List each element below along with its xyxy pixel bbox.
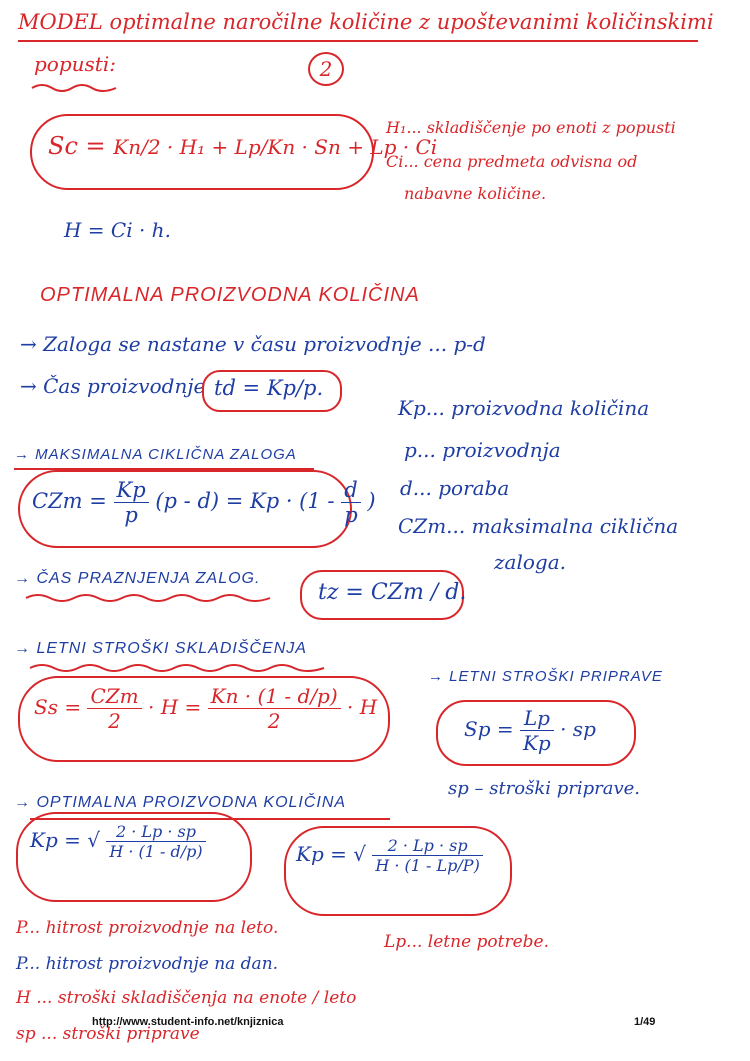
bullet-stock: → Zaloga se nastane v času proizvodnje ... p-d	[20, 332, 486, 356]
formula-czm-frac-den: p	[124, 503, 138, 527]
legend-Lp: Lp... letne potrebe.	[384, 932, 550, 952]
formula-ss-frac1	[87, 684, 141, 733]
def-czm-1: CZm... maksimalna ciklična	[398, 514, 679, 538]
formula-kp1-frac	[106, 822, 205, 861]
formula-h: H = Ci · h.	[64, 218, 171, 242]
formula-tz: tz = CZm / d.	[318, 580, 467, 605]
formula-ss-frac1-num: CZm	[87, 684, 141, 709]
legend-P-year: P... hitrost proizvodnje na leto.	[16, 918, 279, 938]
legend-H: H ... stroški skladiščenja na enote / leto	[16, 988, 357, 1008]
section-prep-costs: → LETNI STROŠKI PRIPRAVE	[428, 668, 663, 685]
formula-kp1	[30, 822, 206, 861]
footer-url[interactable]: http://www.student-info.net/knjiznica	[92, 1016, 284, 1028]
footer-page: 1/49	[634, 1016, 656, 1028]
formula-kp1-num: 2 · Lp · sp	[106, 822, 205, 842]
formula-sp-frac	[520, 706, 554, 755]
section-optimal-2: → OPTIMALNA PROIZVODNA KOLIČINA	[14, 794, 347, 811]
formula-ss-end: · H	[347, 695, 378, 719]
title-underline	[18, 40, 698, 42]
circled-number	[308, 52, 344, 86]
def-czm-2: zaloga.	[494, 550, 566, 574]
formula-kp1-lhs: Kp =	[30, 828, 81, 852]
formula-ss	[34, 684, 377, 733]
def-d: d... poraba	[400, 476, 510, 500]
formula-sp-lhs: Sp =	[464, 717, 514, 741]
formula-sc	[48, 132, 437, 160]
formula-ss-mid: · H =	[147, 695, 202, 719]
formula-kp1-den: H · (1 - d/p)	[109, 842, 203, 861]
title-squiggle	[30, 82, 120, 96]
formula-czm-mid: (p - d) = Kp · (1 -	[155, 489, 335, 513]
formula-sp-den: Kp	[522, 731, 551, 755]
legend-sp: sp ... stroški priprave	[16, 1024, 200, 1044]
formula-czm-end: )	[367, 489, 376, 513]
formula-kp2-lhs: Kp =	[296, 842, 347, 866]
empty-time-squiggle	[24, 592, 274, 604]
formula-kp2-den: H · (1 - Lp/P)	[375, 856, 480, 875]
legend-P-day: P... hitrost proizvodnje na dan.	[16, 954, 279, 974]
formula-sp-num: Lp	[520, 706, 554, 731]
sp-definition: sp – stroški priprave.	[448, 778, 641, 799]
formula-sp-end: · sp	[560, 717, 596, 741]
def-ci-2: nabavne količine.	[404, 184, 547, 203]
section-storage-costs: → LETNI STROŠKI SKLADIŠČENJA	[14, 640, 307, 657]
formula-td: td = Kp/p.	[214, 376, 324, 400]
formula-ss-frac1-den: 2	[108, 709, 121, 733]
section-optimal-title: OPTIMALNA PROIZVODNA KOLIČINA	[40, 284, 420, 306]
circled-number-text: 2	[319, 57, 333, 81]
formula-kp2	[296, 836, 483, 875]
formula-kp2-num: 2 · Lp · sp	[372, 836, 482, 856]
formula-czm-frac	[114, 478, 149, 527]
formula-czm	[32, 478, 376, 527]
formula-czm-inner-frac	[341, 478, 360, 527]
title-line-2: popusti:	[34, 52, 116, 76]
formula-ss-frac2-den: 2	[267, 709, 281, 733]
formula-sc-lhs: Sc =	[48, 132, 106, 160]
def-p: p... proizvodnja	[404, 438, 561, 462]
def-kp-text: Kp... proizvodna količina	[398, 396, 650, 420]
formula-czm-inner-num: d	[341, 478, 360, 503]
sqrt-icon: √	[353, 842, 366, 866]
section-empty-time: → ČAS PRAZNJENJA ZALOG.	[14, 570, 261, 587]
formula-ss-frac2-num: Kn · (1 - d/p)	[208, 684, 341, 709]
title-line-1: MODEL optimalne naročilne količine z upoštevanimi količinskimi	[18, 10, 714, 34]
storage-costs-squiggle	[28, 662, 328, 674]
formula-czm-lhs: CZm =	[32, 489, 107, 513]
formula-sp	[464, 706, 596, 755]
formula-ss-frac2	[208, 684, 341, 733]
def-h1: H₁... skladiščenje po enoti z popusti	[386, 118, 676, 137]
def-ci-1: Ci... cena predmeta odvisna od	[386, 152, 638, 171]
formula-sc-rhs: Kn/2 · H₁ + Lp/Kn · Sn + Lp · Ci	[113, 135, 438, 159]
section-max-cyclic: → MAKSIMALNA CIKLIČNA ZALOGA	[14, 446, 297, 463]
bullet-time: → Čas proizvodnje	[20, 374, 206, 398]
formula-kp2-frac	[372, 836, 482, 875]
sqrt-icon: √	[87, 828, 100, 852]
formula-czm-inner-den: p	[344, 503, 358, 527]
formula-ss-lhs: Ss =	[34, 695, 82, 719]
def-kp	[398, 396, 649, 420]
formula-czm-frac-num: Kp	[114, 478, 149, 503]
